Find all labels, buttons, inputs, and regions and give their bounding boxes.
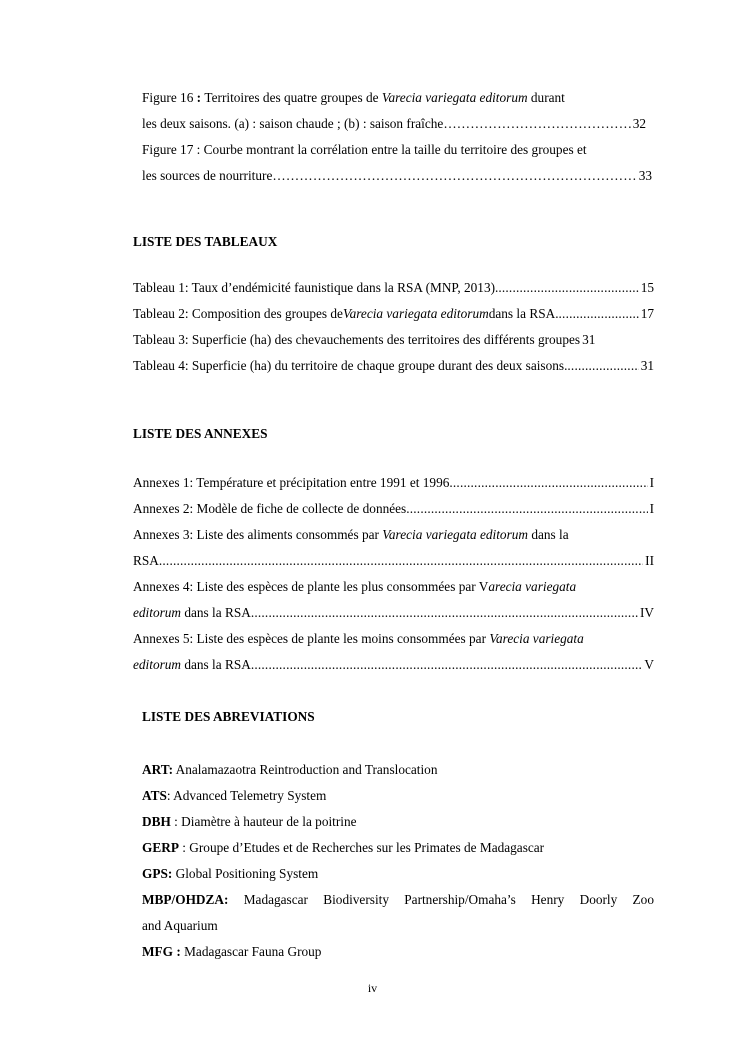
abbreviation-term: DBH [142, 814, 171, 829]
species-name: Varecia variegata [489, 631, 584, 646]
toc-entry-annexe-3-line2 [133, 552, 654, 570]
toc-text: RSA [133, 553, 159, 568]
toc-entry-tableau-1 [133, 279, 654, 297]
abbreviation-definition-word: Zoo [632, 892, 654, 907]
abbreviation-definition-word: Biodiversity [323, 892, 389, 907]
abbreviation-definition: : Advanced Telemetry System [166, 788, 327, 803]
toc-text: Tableau 1: Taux d’endémicité faunistique dans la RSA (MNP, 2013). [133, 280, 499, 295]
page-number: 17 [640, 306, 654, 321]
abbreviation-term: ATS [142, 788, 167, 803]
page-number: 32 [632, 116, 646, 131]
abbreviation-definition-word: Partnership/Omaha’s [404, 892, 516, 907]
toc-text: Annexes 2: Modèle de fiche de collecte de données [133, 501, 407, 516]
page-number-footer: iv [367, 981, 378, 995]
figure-text: les deux saisons. (a) : saison chaude ; (b) : saison fraîche [142, 116, 444, 131]
species-name: arecia variegata [488, 579, 577, 594]
toc-entry-annexe-4-line2 [133, 604, 654, 622]
toc-text: dans la RSA [181, 657, 251, 672]
page-number: I [649, 475, 654, 490]
page-number: 31 [640, 358, 654, 373]
toc-entry-annexe-5-line1 [133, 630, 584, 648]
toc-entry-annexe-1 [133, 474, 654, 492]
species-name: Varecia variegata editorum [342, 306, 489, 321]
toc-text: Tableau 2: Composition des groupes de [133, 306, 343, 321]
figure-separator: : [193, 90, 205, 105]
species-name: editorum [133, 657, 182, 672]
abbreviation-definition-word: Henry [531, 892, 565, 907]
section-heading-annexes: LISTE DES ANNEXES [133, 426, 268, 441]
toc-text: Annexes 5: Liste des espèces de plante les moins consommées par [133, 631, 490, 646]
figure-text: durant [527, 90, 565, 105]
leader-dots [443, 115, 630, 133]
abbreviation-term: MBP/OHDZA: [142, 892, 229, 907]
toc-text: Annexes 1: Température et précipitation entre 1991 et 1996 [133, 475, 450, 490]
abbreviation-entry [142, 813, 357, 831]
toc-text: Tableau 3: Superficie (ha) des chevauchements des territoires des différents groupes [133, 332, 581, 347]
species-name: editorum [133, 605, 182, 620]
leader-dots [567, 357, 638, 375]
abbreviation-definition-word: Madagascar [243, 892, 308, 907]
page-number: II [645, 553, 654, 568]
section-heading-tableaux: LISTE DES TABLEAUX [133, 234, 278, 249]
figure-text: les sources de nourriture [142, 168, 273, 183]
toc-entry-tableau-2 [133, 305, 654, 323]
toc-entry-annexe-4-line1 [133, 578, 576, 596]
abbreviation-entry [142, 787, 326, 805]
toc-text: dans la RSA [181, 605, 251, 620]
leader-dots [498, 279, 638, 297]
figure-17-line2 [142, 167, 652, 185]
page-number: I [649, 501, 654, 516]
abbreviation-definition-word: Doorly [579, 892, 618, 907]
abbreviation-entry-justified [142, 891, 654, 909]
toc-text: Annexes 3: Liste des aliments consommés par [133, 527, 383, 542]
leader-dots [159, 552, 643, 570]
leader-dots [251, 656, 643, 674]
abbreviation-definition: Madagascar Fauna Group [180, 944, 322, 959]
abbreviation-term: GPS: [142, 866, 173, 881]
toc-text: dans la [528, 527, 569, 542]
abbreviation-entry [142, 943, 321, 961]
toc-text: Tableau 4: Superficie (ha) du territoire de chaque groupe durant des deux saisons. [133, 358, 568, 373]
toc-entry-tableau-4 [133, 357, 654, 375]
toc-entry-tableau-3 [133, 331, 654, 349]
abbreviation-entry [142, 839, 544, 857]
species-name: Varecia variegata editorum [381, 90, 528, 105]
abbreviation-entry [142, 865, 318, 883]
page-number: 31 [582, 332, 596, 347]
figure-text: Territoires des quatre groupes de [204, 90, 382, 105]
toc-text: Annexes 4: Liste des espèces de plante les plus consommées par V [133, 579, 489, 594]
figure-label: Figure 16 [142, 90, 194, 105]
toc-entry-annexe-3-line1 [133, 526, 569, 544]
section-heading-abreviations: LISTE DES ABREVIATIONS [142, 709, 315, 724]
toc-entry-annexe-5-line2 [133, 656, 654, 674]
leader-dots [272, 167, 636, 185]
leader-dots [449, 474, 647, 492]
page-number: IV [639, 605, 654, 620]
abbreviation-term: GERP [142, 840, 179, 855]
abbreviation-entry [142, 761, 437, 779]
leader-dots [406, 500, 647, 518]
figure-16-line2 [142, 115, 646, 133]
toc-entry-annexe-2 [133, 500, 654, 518]
abbreviation-definition: : Diamètre à hauteur de la poitrine [170, 814, 357, 829]
page-number: V [644, 657, 654, 672]
abbreviation-definition: Analamazaotra Reintroduction and Translocation [173, 762, 438, 777]
species-name: Varecia variegata editorum [382, 527, 529, 542]
abbreviation-term: MFG : [142, 944, 181, 959]
abbreviation-entry-continuation: and Aquarium [142, 918, 218, 933]
abbreviation-definition: : Groupe d’Etudes et de Recherches sur les Primates de Madagascar [178, 840, 545, 855]
leader-dots [559, 305, 639, 323]
abbreviation-definition: Global Positioning System [172, 866, 319, 881]
toc-text: dans la RSA. [488, 306, 559, 321]
figure-16-line1 [142, 89, 565, 107]
page-number: 15 [640, 280, 654, 295]
figure-17-line1: Figure 17 : Courbe montrant la corrélation entre la taille du territoire des groupes et [142, 142, 587, 157]
page-number: 33 [638, 168, 652, 183]
abbreviation-term: ART: [142, 762, 174, 777]
leader-dots [251, 604, 638, 622]
